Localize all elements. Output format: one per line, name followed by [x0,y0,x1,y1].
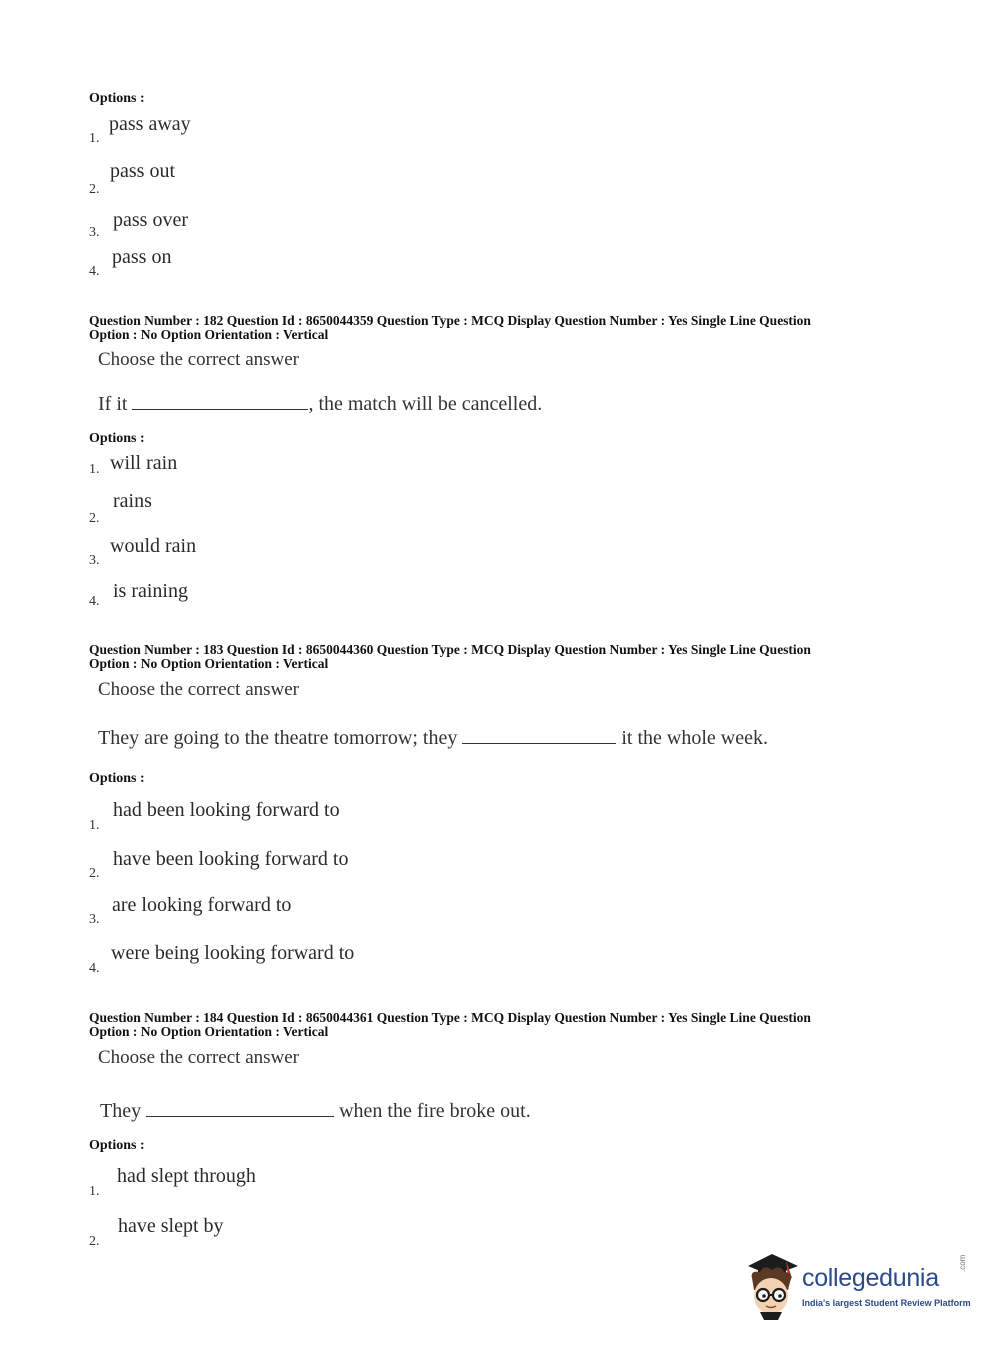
q181-option-2-number: 2. [89,182,100,197]
q181-option-1-number: 1. [89,131,100,146]
q184-instruction: Choose the correct answer [98,1047,300,1068]
q182-meta-line2: Option : No Option Orientation : Vertical [89,327,329,342]
q183-instruction: Choose the correct answer [98,679,300,700]
collegedunia-logo[interactable] [742,1250,972,1322]
q184-sentence [100,1098,531,1123]
q183-option-2: have been looking forward to [113,848,349,870]
q182-option-3-number: 3. [89,553,100,568]
logo-tagline: India's largest Student Review Platform [802,1298,971,1308]
q184-meta-line1: Question Number : 184 Question Id : 8650044361 Question Type : MCQ Display Question Number : Yes Single Line Question [89,1010,811,1025]
q183-meta-line2: Option : No Option Orientation : Vertical [89,656,329,671]
q182-option-1-number: 1. [89,462,100,477]
q181-option-3: pass over [113,209,188,231]
q182-option-4-number: 4. [89,594,100,609]
q184-option-1: had slept through [117,1165,256,1187]
q182-option-1: will rain [110,452,178,474]
q184-options-label: Options : [89,1138,145,1153]
q181-option-2: pass out [110,160,175,182]
q184-option-2: have slept by [118,1215,224,1237]
q184-meta-line2: Option : No Option Orientation : Vertical [89,1024,329,1039]
q181-options-label: Options : [89,91,145,106]
logo-wordmark: collegedunia [802,1264,939,1292]
q183-option-2-number: 2. [89,866,100,881]
logo-domain-suffix: .com [958,1254,967,1272]
q183-option-1: had been looking forward to [113,799,340,821]
student-mascot-icon [742,1250,802,1322]
q183-sentence-after: it the whole week. [621,727,768,749]
q181-option-1: pass away [109,113,191,135]
q181-option-4-number: 4. [89,264,100,279]
q183-meta-line1: Question Number : 183 Question Id : 8650044360 Question Type : MCQ Display Question Number : Yes Single Line Question [89,642,811,657]
q184-option-1-number: 1. [89,1184,100,1199]
q182-option-2-number: 2. [89,511,100,526]
q181-option-4: pass on [112,246,172,268]
q184-sentence-before: They [100,1100,142,1122]
q183-option-4: were being looking forward to [111,942,355,964]
q182-sentence [98,391,542,416]
q184-option-2-number: 2. [89,1234,100,1249]
q184-blank [146,1098,334,1117]
q183-blank [462,725,616,744]
q182-blank [132,391,308,410]
q183-option-4-number: 4. [89,961,100,976]
q182-sentence-before: If it [98,393,128,415]
q182-options-label: Options : [89,431,145,446]
q183-option-1-number: 1. [89,818,100,833]
q182-sentence-after: , the match will be cancelled. [308,393,543,415]
q184-sentence-after: when the fire broke out. [339,1100,531,1122]
q183-option-3-number: 3. [89,912,100,927]
q183-sentence [98,725,768,750]
q183-options-label: Options : [89,771,145,786]
q182-meta-line1: Question Number : 182 Question Id : 8650044359 Question Type : MCQ Display Question Number : Yes Single Line Question [89,313,811,328]
q183-sentence-before: They are going to the theatre tomorrow; they [98,727,458,749]
q181-option-3-number: 3. [89,225,100,240]
q182-option-3: would rain [110,535,197,557]
q182-instruction: Choose the correct answer [98,349,300,370]
q182-option-4: is raining [113,580,188,602]
q182-option-2: rains [113,490,152,512]
q183-option-3: are looking forward to [112,894,292,916]
